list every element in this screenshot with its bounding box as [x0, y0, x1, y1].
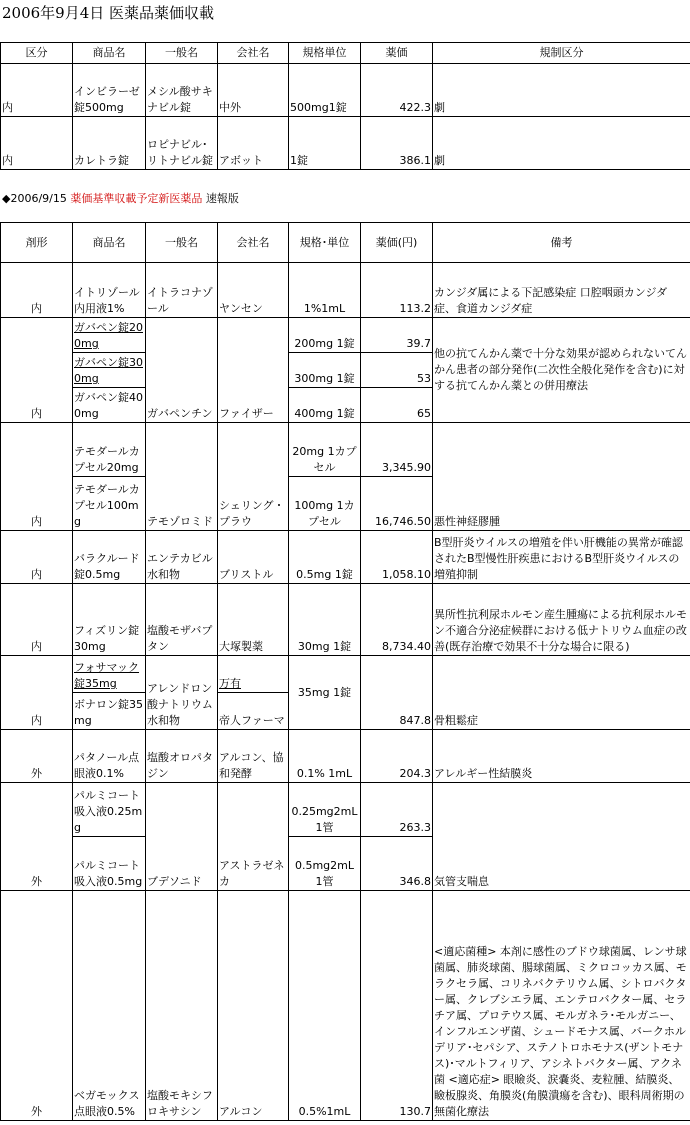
cell-price: 3,345.90: [361, 423, 433, 477]
cell-company: ファイザー: [218, 318, 289, 423]
cell-product: ガバペン錠300mg: [73, 353, 146, 388]
cell-form: 内: [1, 656, 73, 730]
table-row: [1, 263, 690, 318]
cell-note: B型肝炎ウイルスの増殖を伴い肝機能の異常が確認されたB型慢性肝疾患におけるB型肝炎ウイルスの増殖抑制: [433, 531, 690, 584]
header-company: 会社名: [218, 223, 289, 263]
cell-company: アボット: [218, 117, 289, 170]
cell-product: パルミコート吸入液0.25mg: [73, 783, 146, 837]
cell-product: パタノール点眼液0.1%: [73, 730, 146, 783]
subtitle-date: ◆2006/9/15: [2, 192, 67, 205]
cell-product: ボナロン錠35mg: [73, 693, 146, 730]
cell-form: 外: [1, 783, 73, 891]
cell-product: ガバペン錠400mg: [73, 388, 146, 423]
cell-price: 422.3: [361, 64, 433, 117]
cell-form: 内: [1, 263, 73, 318]
header-price: 薬価: [361, 43, 433, 64]
cell-generic: エンテカビル水和物: [146, 531, 218, 584]
cell-spec: 1%1mL: [289, 263, 361, 318]
cell-spec: 1錠: [289, 117, 361, 170]
cell-price: 130.7: [361, 891, 433, 1121]
cell-company: ブリストル: [218, 531, 289, 584]
cell-spec: 100mg 1カプセル: [289, 477, 361, 531]
cell-product: ベガモックス点眼液0.5%: [73, 891, 146, 1121]
table-row: [1, 584, 690, 656]
cell-price: 204.3: [361, 730, 433, 783]
cell-product: イトリゾール内用液1%: [73, 263, 146, 318]
table-row: [1, 783, 690, 837]
cell-price: 263.3: [361, 783, 433, 837]
cell-generic: 塩酸モザバプタン: [146, 584, 218, 656]
cell-category: 内: [1, 117, 73, 170]
cell-price: 65: [361, 388, 433, 423]
header-generic: 一般名: [146, 43, 218, 64]
cell-company: 中外: [218, 64, 289, 117]
cell-generic: ロピナビル･リトナビル錠: [146, 117, 218, 170]
cell-form: 内: [1, 423, 73, 531]
cell-note: カンジダ属による下記感染症 口腔咽頭カンジダ症、食道カンジダ症: [433, 263, 690, 318]
cell-company: ヤンセン: [218, 263, 289, 318]
cell-note: 気管支喘息: [433, 783, 690, 891]
table-row: [1, 64, 690, 117]
cell-spec: 20mg 1カプセル: [289, 423, 361, 477]
cell-price: 8,734.40: [361, 584, 433, 656]
cell-note: 悪性神経膠腫: [433, 423, 690, 531]
cell-note: アレルギー性結膜炎: [433, 730, 690, 783]
table-row: [1, 423, 690, 477]
cell-spec: 500mg1錠: [289, 64, 361, 117]
cell-product: ガバペン錠200mg: [73, 318, 146, 353]
header-generic: 一般名: [146, 223, 218, 263]
cell-product: カレトラ錠: [73, 117, 146, 170]
header-price: 薬価(円): [361, 223, 433, 263]
header-product: 商品名: [73, 43, 146, 64]
cell-generic: イトラコナゾール: [146, 263, 218, 318]
cell-regulation: 劇: [433, 64, 690, 117]
cell-product: テモダールカプセル20mg: [73, 423, 146, 477]
cell-company: アストラゼネカ: [218, 783, 289, 891]
cell-generic: ガバペンチン: [146, 318, 218, 423]
cell-price: 53: [361, 353, 433, 388]
cell-price: 16,746.50: [361, 477, 433, 531]
cell-spec: 30mg 1錠: [289, 584, 361, 656]
table-row: [1, 891, 690, 1121]
cell-spec: 0.25mg2mL1管: [289, 783, 361, 837]
cell-generic: テモゾロミド: [146, 423, 218, 531]
cell-product: フォサマック錠35mg: [73, 656, 146, 693]
cell-spec: 0.5%1mL: [289, 891, 361, 1121]
cell-form: 内: [1, 531, 73, 584]
header-spec: 規格･単位: [289, 223, 361, 263]
cell-generic: 塩酸オロパタジン: [146, 730, 218, 783]
cell-note: 他の抗てんかん薬で十分な効果が認められないてんかん患者の部分発作(二次性全般化発作を含む)に対する抗てんかん薬との併用療法: [433, 318, 690, 423]
table-row: [1, 730, 690, 783]
cell-price: 1,058.10: [361, 531, 433, 584]
page-title: 2006年9月4日 医薬品薬価収載: [2, 4, 215, 22]
table-row: [1, 656, 690, 693]
table-row: [1, 318, 690, 353]
header-product: 商品名: [73, 223, 146, 263]
subtitle: [2, 190, 239, 206]
header-company: 会社名: [218, 43, 289, 64]
cell-note: 骨粗鬆症: [433, 656, 690, 730]
cell-form: 内: [1, 318, 73, 423]
cell-company: シェリング・プラウ: [218, 423, 289, 531]
cell-spec: 300mg 1錠: [289, 353, 361, 388]
cell-company: 大塚製薬: [218, 584, 289, 656]
table-row: [1, 531, 690, 584]
cell-company: 万有: [218, 656, 289, 693]
cell-form: 外: [1, 891, 73, 1121]
cell-price: 386.1: [361, 117, 433, 170]
header-regulation: 規制区分: [433, 43, 690, 64]
cell-price: 346.8: [361, 837, 433, 891]
cell-price: 847.8: [361, 656, 433, 730]
cell-regulation: 劇: [433, 117, 690, 170]
header-category: 区分: [1, 43, 73, 64]
header-spec: 規格単位: [289, 43, 361, 64]
subtitle-red: 薬価基準収載予定新医薬品: [70, 192, 203, 205]
cell-spec: 0.5mg2mL 1管: [289, 837, 361, 891]
cell-price: 39.7: [361, 318, 433, 353]
cell-generic: ブデソニド: [146, 783, 218, 891]
cell-spec: 0.1% 1mL: [289, 730, 361, 783]
cell-category: 内: [1, 64, 73, 117]
cell-product: テモダールカプセル100mg: [73, 477, 146, 531]
cell-company: アルコン、協和発酵: [218, 730, 289, 783]
cell-note: <適応菌種> 本剤に感性のブドウ球菌属、レンサ球菌属、肺炎球菌、腸球菌属、ミクロコッカス属、モラクセラ属、コリネバクテリウム属、シトロバクター属、クレブシエラ属、エンテロバクター属、セラチア属、プロテウス属、モルガネラ･モルガニー、インフルエンザ菌、シュードモナス属、バークホルデリア･セパシア、ステノトロホモナス(ザントモナス)･マルトフィリア、アシネトバクター属、アクネ菌 <適応症> 眼瞼炎、涙嚢炎、麦粒腫、結膜炎、瞼板腺炎、角膜炎(角膜潰瘍を含む)、眼科周術期の無菌化療法: [433, 891, 690, 1121]
cell-product: パルミコート吸入液0.5mg: [73, 837, 146, 891]
cell-company: 帝人ファーマ: [218, 693, 289, 730]
cell-product: バラクルード錠0.5mg: [73, 531, 146, 584]
cell-generic: 塩酸モキシフロキサシン: [146, 891, 218, 1121]
cell-spec: 400mg 1錠: [289, 388, 361, 423]
cell-note: 異所性抗利尿ホルモン産生腫瘍による抗利尿ホルモン不適合分泌症候群における低ナトリウム血症の改善(既存治療で効果不十分な場合に限る): [433, 584, 690, 656]
cell-generic: アレンドロン酸ナトリウム 水和物: [146, 656, 218, 730]
cell-spec: 35mg 1錠: [289, 656, 361, 730]
cell-form: 内: [1, 584, 73, 656]
cell-product: フィズリン錠30mg: [73, 584, 146, 656]
cell-form: 外: [1, 730, 73, 783]
cell-generic: メシル酸サキナビル錠: [146, 64, 218, 117]
cell-company: アルコン: [218, 891, 289, 1121]
table-new-drugs: [0, 222, 690, 1121]
cell-product: インビラーゼ錠500mg: [73, 64, 146, 117]
header-note: 備考: [433, 223, 690, 263]
cell-price: 113.2: [361, 263, 433, 318]
cell-spec: 200mg 1錠: [289, 318, 361, 353]
table-listed-drugs: [0, 42, 690, 170]
cell-spec: 0.5mg 1錠: [289, 531, 361, 584]
subtitle-suffix: 速報版: [205, 192, 239, 205]
header-form: 剤形: [1, 223, 73, 263]
table-row: [1, 117, 690, 170]
